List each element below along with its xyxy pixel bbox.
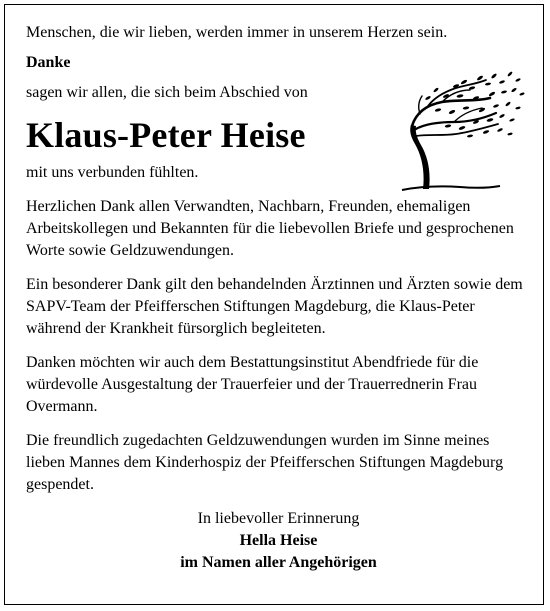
deceased-name: Klaus-Peter Heise: [26, 115, 306, 155]
paragraph-relatives: Herzlichen Dank allen Verwandten, Nachbarn, Freunden, ehemaligen Arbeitskollegen und Bekannten für die liebevollen Briefe und gesprochenen Worte sowie Geldzuwendungen.: [26, 198, 514, 259]
verbunden-line: mit uns verbunden fühlten.: [26, 164, 199, 181]
paragraph-donations: Die freundlich zugedachten Geldzuwendungen wurden im Sinne meines lieben Mannes dem Kinderhospiz der Pfeifferschen Stiftungen Magdeburg gespendet.: [26, 432, 504, 493]
intro-line: Menschen, die wir lieben, werden immer in unserem Herzen sein.: [26, 24, 448, 41]
obituary-thanks-notice: [26, 22, 531, 574]
paragraph-doctors: Ein besonderer Dank gilt den behandelnden Ärztinnen und Ärzten sowie dem SAPV-Team der Pfeifferschen Stiftungen Magdeburg, die Klaus-Peter während der Krankheit fürsorglich begleiteten.: [26, 276, 523, 337]
signature-relation: im Namen aller Angehörigen: [180, 554, 377, 571]
paragraph-funeral-home: Danken möchten wir auch dem Bestattungsinstitut Abendfriede für die würdevolle Ausgestaltung der Trauerfeier und der Trauerrednerin Frau Overmann.: [26, 354, 479, 415]
thanks-heading: Danke: [26, 54, 71, 71]
sagen-line: sagen wir allen, die sich beim Abschied von: [26, 84, 308, 101]
signature-closing: In liebevoller Erinnerung: [197, 510, 360, 527]
signature-block: [26, 508, 531, 574]
signature-name: Hella Heise: [239, 532, 318, 549]
